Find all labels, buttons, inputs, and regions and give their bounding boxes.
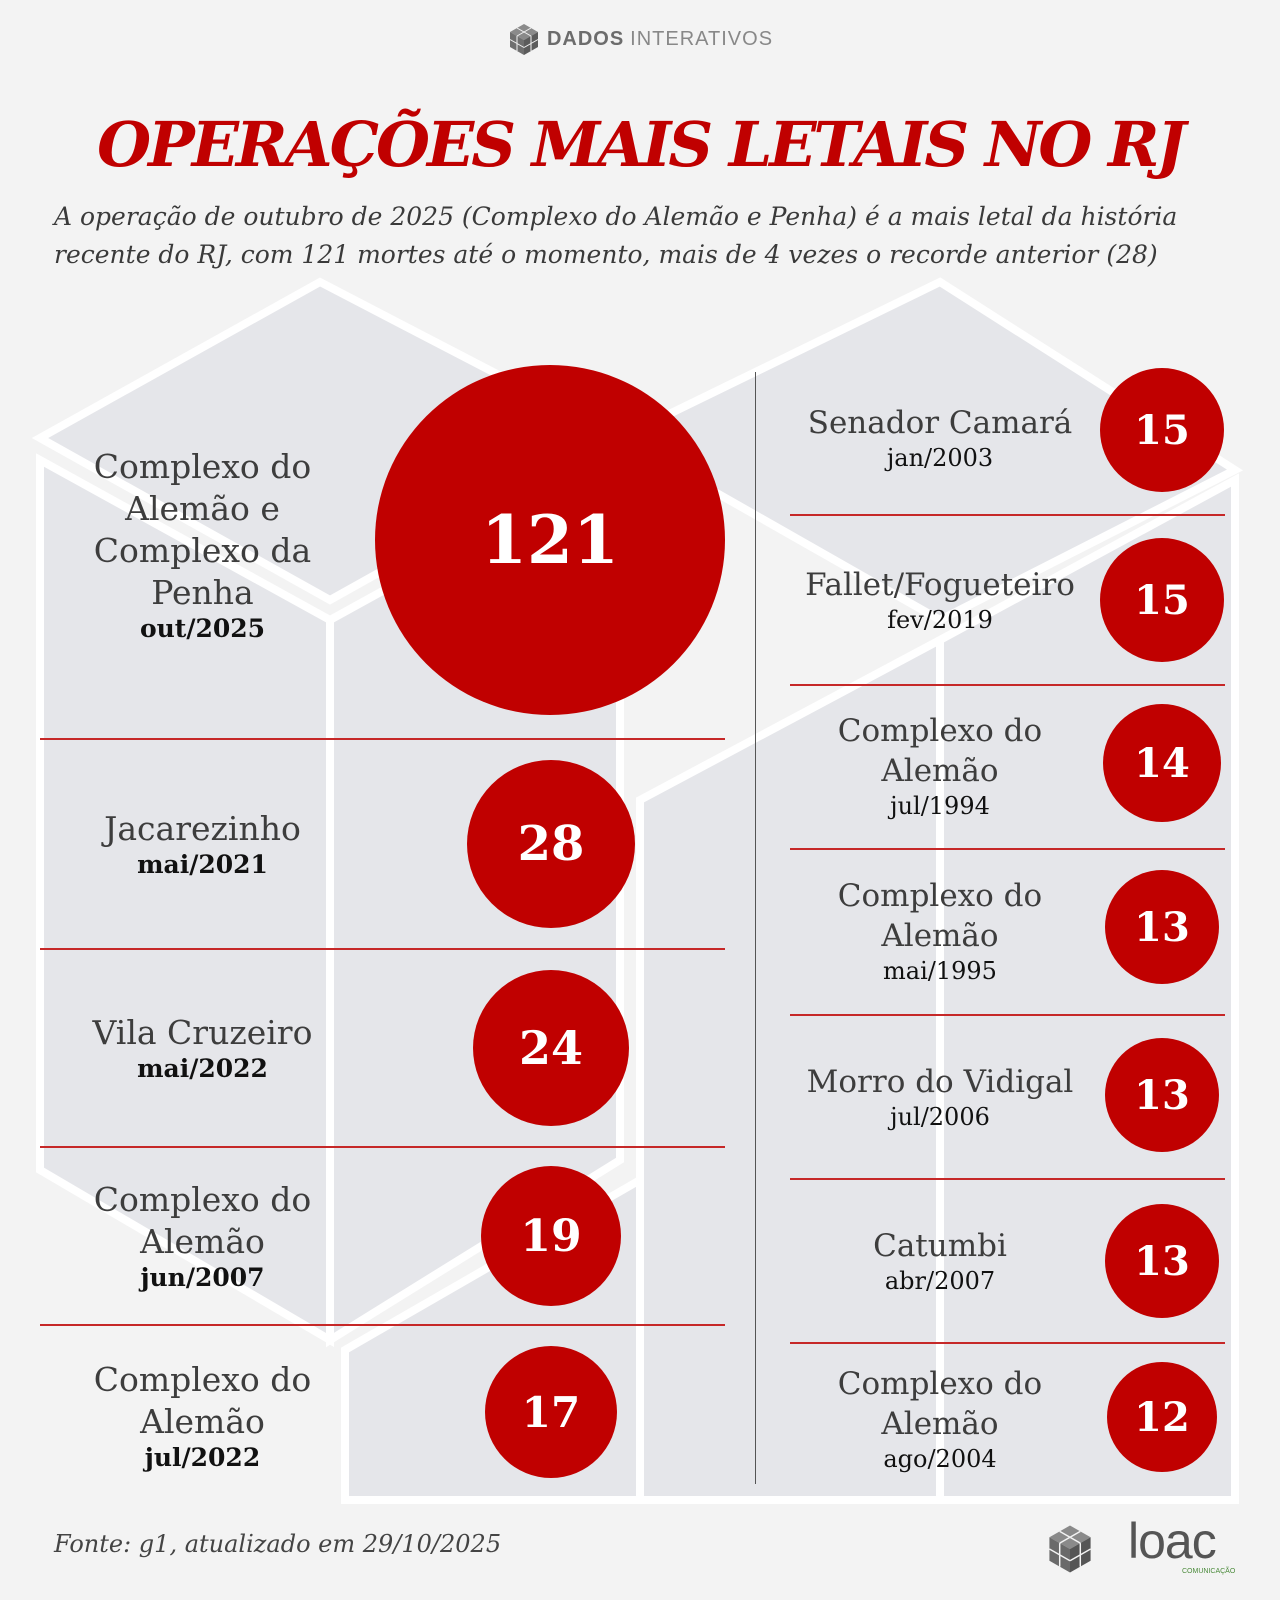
operation-date: mai/2021: [137, 850, 268, 879]
operation-place: Complexo do Alemão: [93, 1360, 312, 1441]
operation-row: [790, 1016, 1225, 1178]
death-count-circle: 17: [485, 1346, 617, 1478]
operation-place: Vila Cruzeiro: [92, 1013, 313, 1052]
death-count-circle: 28: [467, 760, 635, 928]
loac-logo: loac: [1128, 1513, 1216, 1569]
operation-row: [40, 950, 725, 1146]
loac-logo-sub: COMUNICAÇÃO: [1182, 1568, 1236, 1575]
operation-row: [790, 1180, 1225, 1342]
operation-row: [790, 516, 1225, 684]
subtitle: A operação de outubro de 2025 (Complexo do Alemão e Penha) é a mais letal da história recente do RJ, com 121 mortes até o momento, mais de 4 vezes o recorde anterior (28): [54, 202, 1178, 269]
operation-date: fev/2019: [887, 606, 993, 634]
brand-light: INTERATIVOS: [630, 27, 774, 50]
operation-row: [40, 1148, 725, 1324]
operation-place: Complexo do Alemão e Complexo da Penha: [93, 447, 312, 612]
operation-row: [40, 1326, 725, 1506]
death-count-circle: 24: [473, 970, 629, 1126]
operation-row: [40, 740, 725, 948]
death-count-circle: 12: [1107, 1362, 1217, 1472]
operation-date: jan/2003: [886, 443, 994, 472]
operation-row: [790, 1344, 1225, 1494]
cube-icon: [1045, 1522, 1095, 1576]
operation-place: Complexo do Alemão: [93, 1180, 312, 1261]
operation-date: jun/2007: [140, 1263, 265, 1292]
death-count-circle: 15: [1100, 538, 1224, 662]
operation-row: [790, 686, 1225, 846]
operation-place: Complexo do Alemão: [837, 878, 1043, 954]
death-count-circle: 15: [1100, 368, 1224, 492]
operation-place: Senador Camará: [807, 404, 1073, 441]
death-count-circle: 13: [1105, 1038, 1219, 1152]
page-title: OPERAÇÕES MAIS LETAIS NO RJ: [97, 108, 1183, 181]
operation-date: jul/2022: [144, 1443, 261, 1472]
operation-place: Fallet/Fogueteiro: [805, 567, 1075, 603]
operation-place: Catumbi: [873, 1228, 1007, 1264]
operation-row: [40, 360, 725, 730]
death-count-circle: 14: [1103, 704, 1221, 822]
operation-date: abr/2007: [884, 1267, 996, 1295]
source-note: Fonte: g1, atualizado em 29/10/2025: [54, 1530, 502, 1558]
cube-icon: [507, 22, 541, 56]
operation-date: jul/1994: [890, 792, 990, 820]
death-count-circle: 13: [1105, 870, 1219, 984]
brand-header: [0, 22, 1280, 56]
death-count-circle: 19: [481, 1166, 621, 1306]
operation-place: Complexo do Alemão: [837, 713, 1043, 789]
column-divider: [755, 372, 756, 1484]
operation-date: out/2025: [139, 614, 266, 643]
operation-date: mai/1995: [883, 957, 997, 985]
operation-place: Jacarezinho: [104, 809, 301, 848]
operation-date: ago/2004: [883, 1445, 997, 1473]
death-count-circle: 13: [1105, 1204, 1219, 1318]
brand-bold: DADOS: [546, 27, 625, 50]
operation-date: jul/2006: [890, 1103, 990, 1131]
operation-place: Complexo do Alemão: [837, 1366, 1043, 1442]
death-count-circle: 121: [375, 365, 725, 715]
operation-place: Morro do Vidigal: [806, 1064, 1074, 1100]
operation-row: [790, 850, 1225, 1012]
operation-date: mai/2022: [137, 1054, 268, 1083]
operation-row: [790, 360, 1225, 515]
